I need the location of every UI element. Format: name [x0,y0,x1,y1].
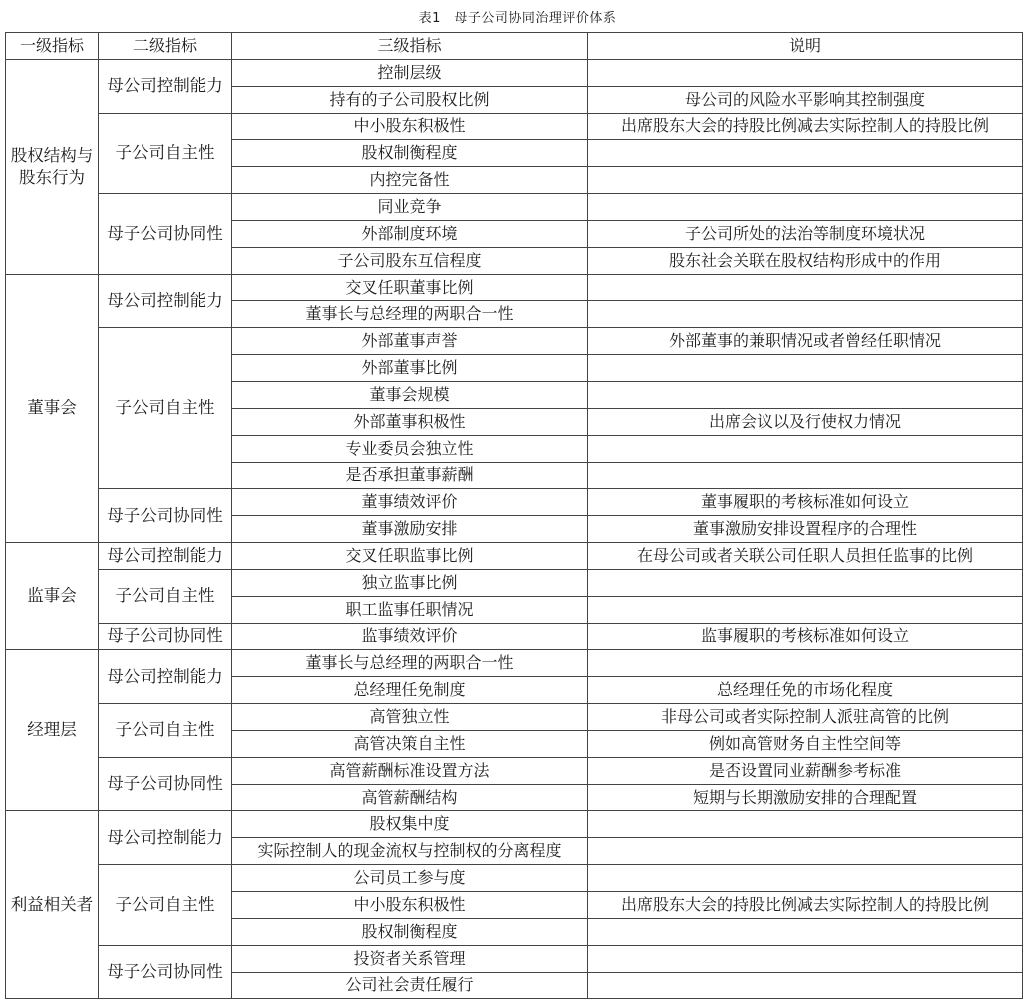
table-row [6,274,1023,301]
level3-cell: 同业竞争 [232,194,588,221]
note-cell [588,194,1023,221]
note-cell: 股东社会关联在股权结构形成中的作用 [588,247,1023,274]
level1-cell: 监事会 [6,543,99,650]
note-cell [588,167,1023,194]
table-row [6,650,1023,677]
note-cell [588,838,1023,865]
note-cell [588,596,1023,623]
level2-cell: 母子公司协同性 [99,489,232,543]
header-level1: 一级指标 [6,33,99,60]
note-cell [588,381,1023,408]
table-row [6,569,1023,596]
note-cell: 非母公司或者实际控制人派驻高管的比例 [588,704,1023,731]
note-cell: 是否设置同业薪酬参考标准 [588,757,1023,784]
level3-cell: 董事长与总经理的两职合一性 [232,650,588,677]
table-row [6,945,1023,972]
level3-cell: 持有的子公司股权比例 [232,86,588,113]
note-cell: 出席会议以及行使权力情况 [588,408,1023,435]
level3-cell: 内控完备性 [232,167,588,194]
note-cell: 在母公司或者关联公司任职人员担任监事的比例 [588,543,1023,570]
level2-cell: 母公司控制能力 [99,59,232,113]
note-cell: 母公司的风险水平影响其控制强度 [588,86,1023,113]
level2-cell: 母公司控制能力 [99,274,232,328]
table-row [6,757,1023,784]
table-body [6,59,1023,999]
level3-cell: 股权集中度 [232,811,588,838]
note-cell: 出席股东大会的持股比例减去实际控制人的持股比例 [588,892,1023,919]
note-cell [588,865,1023,892]
level2-cell: 母子公司协同性 [99,757,232,811]
table-row [6,623,1023,650]
level3-cell: 公司社会责任履行 [232,972,588,999]
table-row [6,704,1023,731]
level2-cell: 母子公司协同性 [99,945,232,999]
table-row [6,489,1023,516]
level2-cell: 母公司控制能力 [99,543,232,570]
note-cell [588,918,1023,945]
table-row [6,811,1023,838]
level3-cell: 公司员工参与度 [232,865,588,892]
note-cell [588,59,1023,86]
table-row [6,113,1023,140]
note-cell: 例如高管财务自主性空间等 [588,730,1023,757]
note-cell [588,569,1023,596]
level3-cell: 高管决策自主性 [232,730,588,757]
level3-cell: 董事激励安排 [232,516,588,543]
note-cell [588,274,1023,301]
level3-cell: 是否承担董事薪酬 [232,462,588,489]
level3-cell: 外部董事比例 [232,355,588,382]
level3-cell: 总经理任免制度 [232,677,588,704]
table-row [6,543,1023,570]
note-cell: 董事激励安排设置程序的合理性 [588,516,1023,543]
level2-cell: 子公司自主性 [99,865,232,946]
level3-cell: 外部董事积极性 [232,408,588,435]
table-row [6,328,1023,355]
level3-cell: 董事绩效评价 [232,489,588,516]
level1-cell: 股权结构与股东行为 [6,59,99,274]
table-row [6,59,1023,86]
note-cell: 出席股东大会的持股比例减去实际控制人的持股比例 [588,113,1023,140]
evaluation-table [5,32,1023,999]
level1-cell: 董事会 [6,274,99,542]
level2-cell: 子公司自主性 [99,569,232,623]
note-cell: 监事履职的考核标准如何设立 [588,623,1023,650]
level3-cell: 交叉任职董事比例 [232,274,588,301]
table-row [6,865,1023,892]
level3-cell: 交叉任职监事比例 [232,543,588,570]
table-row [6,194,1023,221]
level3-cell: 子公司股东互信程度 [232,247,588,274]
level3-cell: 中小股东积极性 [232,892,588,919]
level3-cell: 股权制衡程度 [232,918,588,945]
table-header-row [6,33,1023,60]
level3-cell: 独立监事比例 [232,569,588,596]
level3-cell: 高管薪酬标准设置方法 [232,757,588,784]
level2-cell: 母子公司协同性 [99,623,232,650]
note-cell: 子公司所处的法治等制度环境状况 [588,220,1023,247]
level3-cell: 董事长与总经理的两职合一性 [232,301,588,328]
note-cell [588,972,1023,999]
level3-cell: 专业委员会独立性 [232,435,588,462]
level2-cell: 子公司自主性 [99,704,232,758]
level3-cell: 股权制衡程度 [232,140,588,167]
header-note: 说明 [588,33,1023,60]
level2-cell: 母公司控制能力 [99,811,232,865]
note-cell [588,435,1023,462]
level2-cell: 子公司自主性 [99,328,232,489]
level3-cell: 外部董事声誉 [232,328,588,355]
level1-cell: 利益相关者 [6,811,99,999]
note-cell: 短期与长期激励安排的合理配置 [588,784,1023,811]
level3-cell: 高管薪酬结构 [232,784,588,811]
note-cell [588,811,1023,838]
level3-cell: 高管独立性 [232,704,588,731]
level3-cell: 监事绩效评价 [232,623,588,650]
level3-cell: 控制层级 [232,59,588,86]
note-cell [588,140,1023,167]
note-cell: 外部董事的兼职情况或者曾经任职情况 [588,328,1023,355]
header-level3: 三级指标 [232,33,588,60]
level3-cell: 外部制度环境 [232,220,588,247]
table-caption: 表1 母子公司协同治理评价体系 [418,10,617,26]
note-cell [588,945,1023,972]
note-cell [588,650,1023,677]
level3-cell: 董事会规模 [232,381,588,408]
note-cell [588,355,1023,382]
header-level2: 二级指标 [99,33,232,60]
level2-cell: 子公司自主性 [99,113,232,194]
note-cell [588,462,1023,489]
note-cell: 董事履职的考核标准如何设立 [588,489,1023,516]
level2-cell: 母公司控制能力 [99,650,232,704]
level3-cell: 实际控制人的现金流权与控制权的分离程度 [232,838,588,865]
level1-cell: 经理层 [6,650,99,811]
level2-cell: 母子公司协同性 [99,194,232,275]
note-cell [588,301,1023,328]
level3-cell: 中小股东积极性 [232,113,588,140]
level3-cell: 投资者关系管理 [232,945,588,972]
note-cell: 总经理任免的市场化程度 [588,677,1023,704]
level3-cell: 职工监事任职情况 [232,596,588,623]
